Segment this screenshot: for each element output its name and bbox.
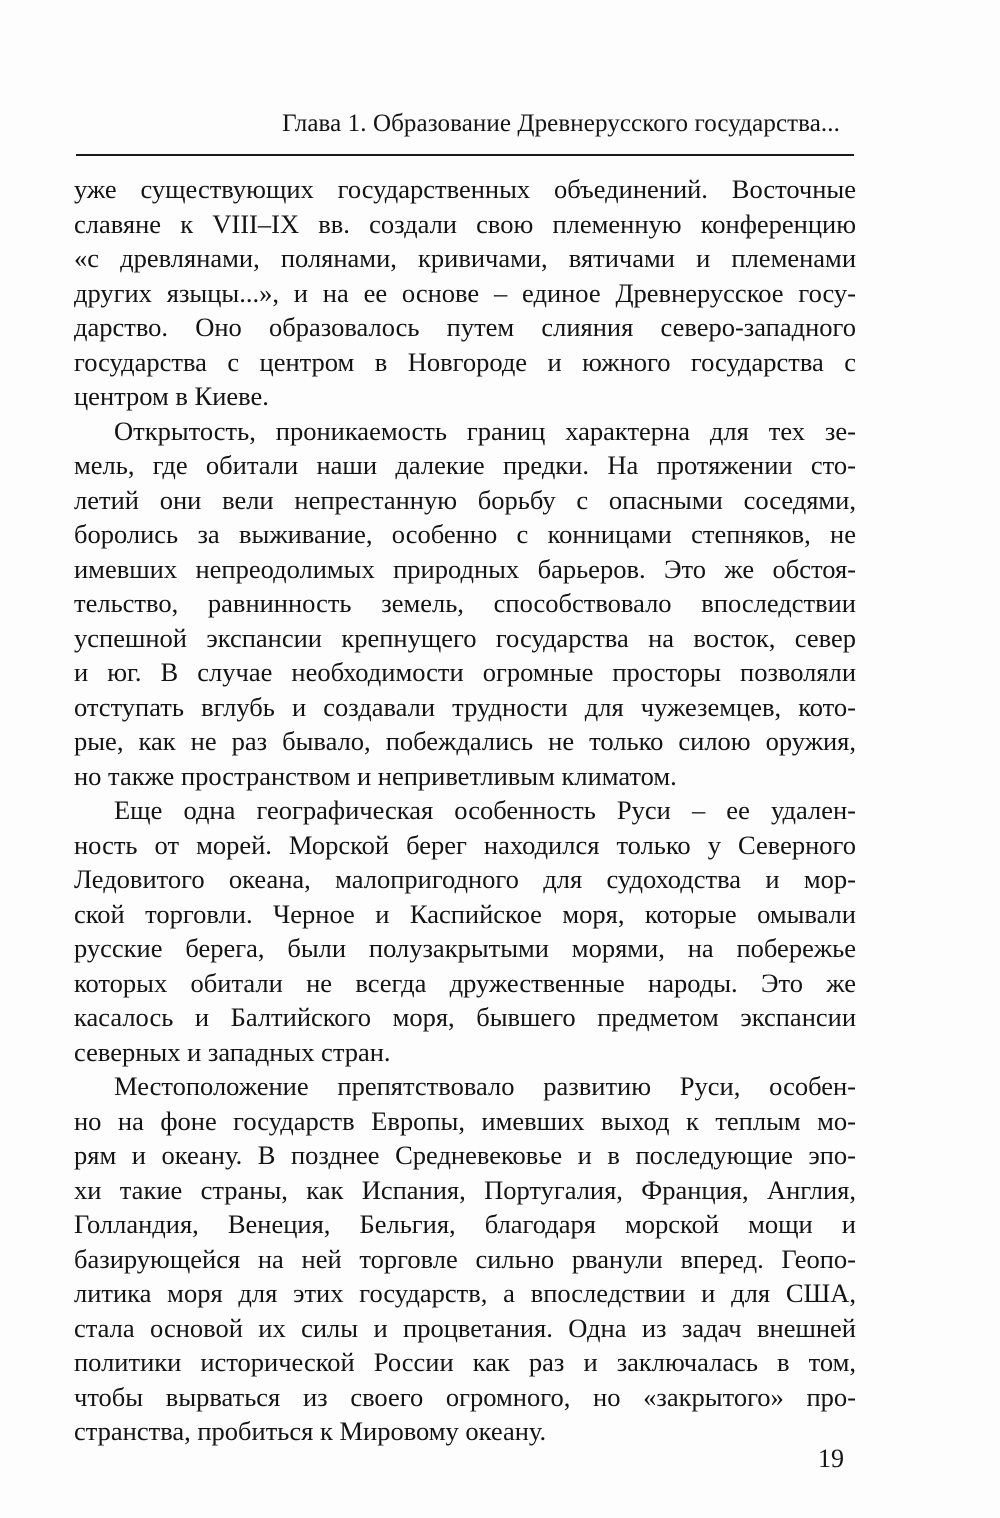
text-line: дарство. Оно образовалось путем слияния северо-западного bbox=[74, 312, 856, 342]
text-line: базирующейся на ней торговле сильно рванули вперед. Геопо- bbox=[74, 1243, 856, 1274]
text-line: и юг. В случае необходимости огромные просторы позволяли bbox=[74, 657, 856, 687]
text-line: Еще одна географическая особенность Руси – ее удален- bbox=[114, 795, 856, 825]
chapter-title: Глава 1. Образование Древнерусского государства... bbox=[282, 110, 840, 137]
text-line: политики исторической России как раз и заключалась в том, bbox=[74, 1347, 856, 1377]
page-number: 19 bbox=[818, 1444, 844, 1473]
text-line: Ледовитого океана, малопригодного для судоходства и мор- bbox=[74, 864, 856, 894]
text-line: мель, где обитали наши далекие предки. На протяжении сто- bbox=[74, 450, 856, 480]
text-line: ской торговли. Черное и Каспийское моря, которые омывали bbox=[74, 898, 856, 929]
text-line: русские берега, были полузакрытыми морями, на побережье bbox=[74, 933, 856, 963]
text-line: странства, пробиться к Мировому океану. bbox=[74, 1416, 547, 1446]
text-line: славяне к VIII–IX вв. создали свою племенную конференцию bbox=[74, 208, 856, 239]
text-line: уже существующих государственных объединений. Восточные bbox=[74, 174, 856, 204]
text-line: стала основой их силы и процветания. Одна из задач внешней bbox=[74, 1312, 856, 1343]
text-line: государства с центром в Новгороде и южного государства с bbox=[74, 346, 856, 377]
text-line: других языцы...», и на ее основе – единое Древнерусское госу- bbox=[74, 277, 856, 308]
text-line: литика моря для этих государств, а впоследствии и для США, bbox=[74, 1278, 856, 1308]
text-line: Голландия, Венеция, Бельгия, благодаря морской мощи и bbox=[74, 1209, 856, 1239]
text-line: северных и западных стран. bbox=[74, 1036, 391, 1067]
text-line: рям и океану. В позднее Средневековье и в последующие эпо- bbox=[74, 1140, 856, 1170]
text-line: отступать вглубь и создавали трудности для чужеземцев, кото- bbox=[74, 691, 856, 722]
text-line: но на фоне государств Европы, имевших выход к теплым мо- bbox=[74, 1105, 856, 1136]
text-line: но также пространством и неприветливым климатом. bbox=[74, 760, 677, 791]
text-line: боролись за выживание, особенно с конницами степняков, не bbox=[74, 519, 856, 549]
text-line: Местоположение препятствовало развитию Руси, особен- bbox=[114, 1071, 856, 1101]
text-line: которых обитали не всегда дружественные народы. Это же bbox=[74, 967, 856, 998]
text-line: успешной экспансии крепнущего государства на восток, север bbox=[74, 622, 856, 653]
text-line: «с древлянами, полянами, кривичами, вятичами и племенами bbox=[74, 243, 856, 273]
text-line: хи такие страны, как Испания, Португалия, Франция, Англия, bbox=[74, 1174, 856, 1205]
text-line: рые, как не раз бывало, побеждались не только силою оружия, bbox=[74, 726, 856, 756]
text-line: имевших непреодолимых природных барьеров. Это же обстоя- bbox=[74, 553, 856, 584]
text-line: летий они вели непрестанную борьбу с опасными соседями, bbox=[74, 484, 856, 515]
text-line: центром в Киеве. bbox=[74, 381, 269, 411]
running-head bbox=[76, 96, 854, 156]
text-line: ность от морей. Морской берег находился только у Северного bbox=[74, 829, 856, 860]
text-line: Открытость, проникаемость границ характерна для тех зе- bbox=[114, 415, 856, 446]
text-line: тельство, равнинность земель, способствовало впоследствии bbox=[74, 588, 856, 618]
text-line: касалось и Балтийского моря, бывшего предметом экспансии bbox=[74, 1002, 856, 1032]
text-line: чтобы вырваться из своего огромного, но «закрытого» про- bbox=[74, 1381, 856, 1412]
